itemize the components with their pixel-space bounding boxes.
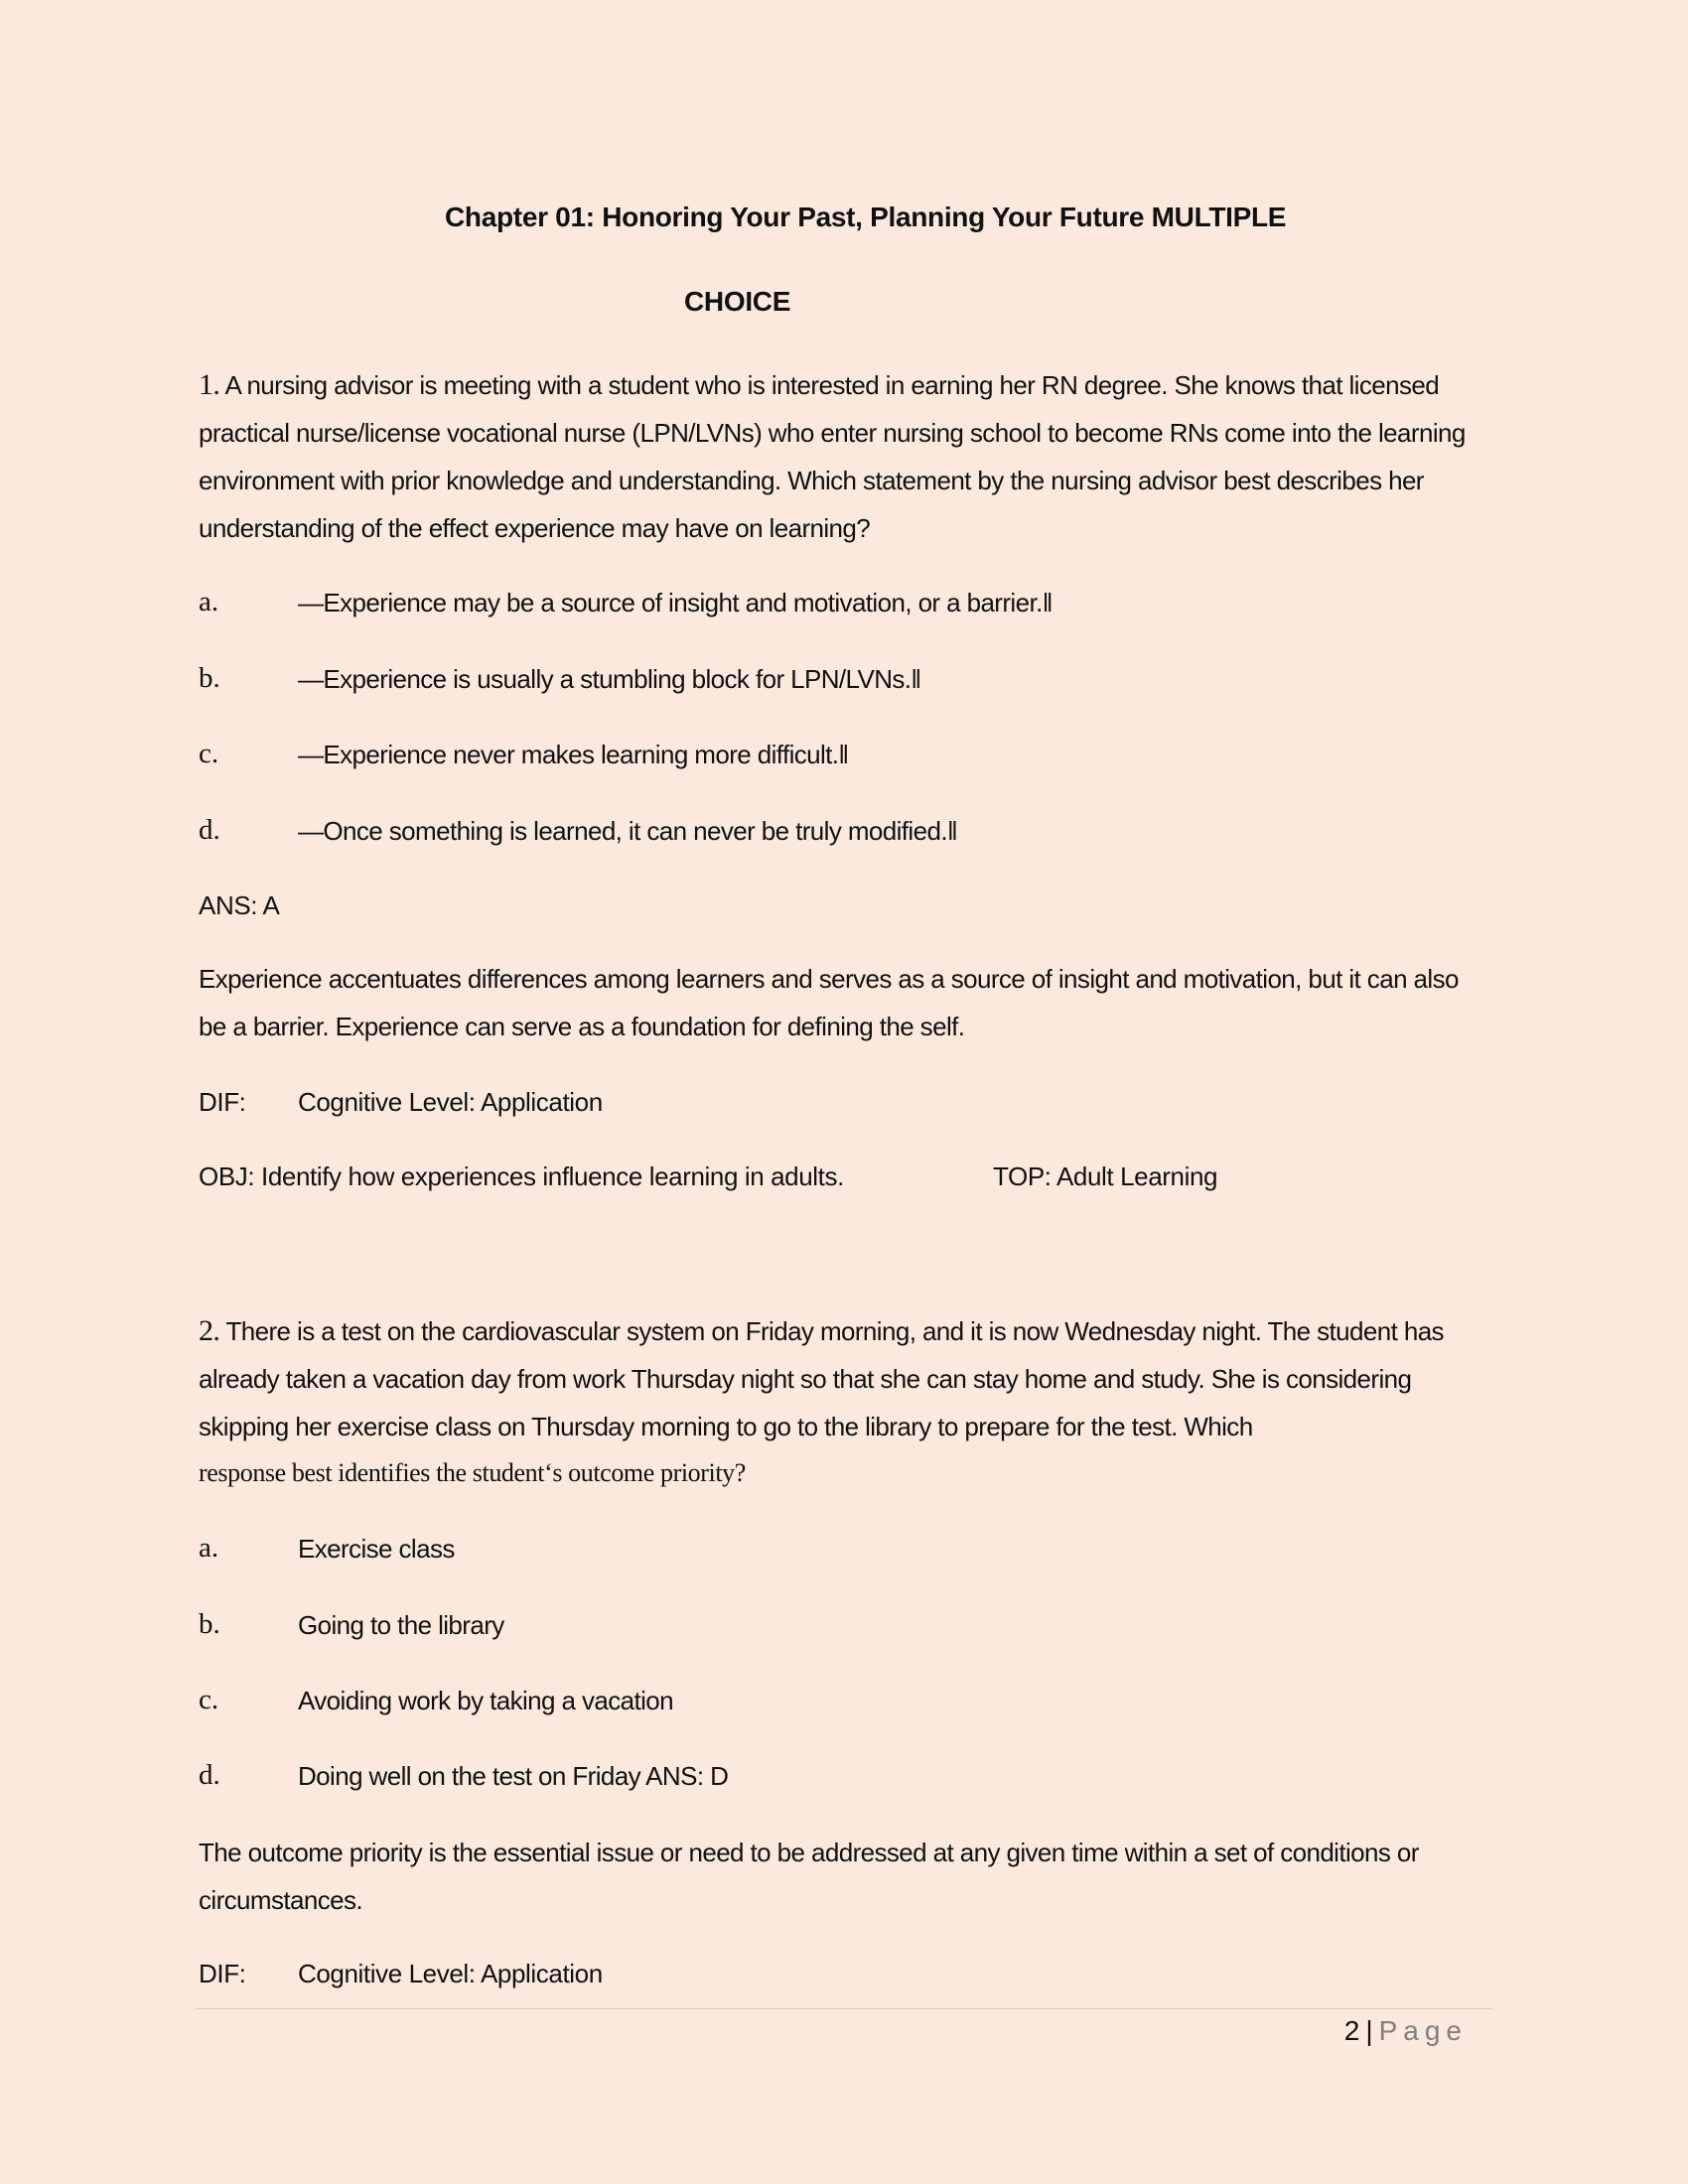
page-separator: |	[1365, 2015, 1373, 2046]
q1-option-c-text: —Experience never makes learning more difficult.‖	[298, 740, 849, 769]
q2-option-a-text: Exercise class	[298, 1534, 455, 1564]
q2-option-d-text: Doing well on the test on Friday ANS: D	[298, 1761, 729, 1791]
question-1-number: 1.	[199, 368, 220, 401]
q1-option-a-text: —Experience may be a source of insight and motivation, or a barrier.‖	[298, 588, 1053, 617]
q2-dif-label: DIF:	[199, 1959, 246, 1988]
q1-answer: ANS: A	[199, 890, 280, 920]
q1-option-a-letter: a.	[199, 586, 219, 617]
question-2-text: There is a test on the cardiovascular system on Friday morning, and it is now Wednesday night. The student has already taken a vacation day from work Thursday night so that she can stay home and study. She is considering skipping her exercise class on Thursday morning to go to the library to prepare for the test. Which	[199, 1316, 1444, 1441]
q2-option-d-letter: d.	[199, 1759, 220, 1791]
q2-option-b-letter: b.	[199, 1608, 220, 1640]
q1-rationale: Experience accentuates differences among learners and serves as a source of insight and motivation, but it can also be a barrier. Experience can serve as a foundation for defining the self.	[199, 964, 1459, 1041]
page-footer	[1344, 2015, 1468, 2047]
q2-option-c-text: Avoiding work by taking a vacation	[298, 1686, 674, 1715]
q1-objective: OBJ: Identify how experiences influence learning in adults.	[199, 1161, 844, 1191]
page-label: Page	[1378, 2015, 1468, 2046]
q2-dif-value: Cognitive Level: Application	[298, 1959, 603, 1988]
footer-divider	[196, 2008, 1492, 2009]
question-1-text: A nursing advisor is meeting with a student who is interested in earning her RN degree. She knows that licensed practical nurse/license vocational nurse (LPN/LVNs) who enter nursing school to become RNs come into the learning environment with prior knowledge and understanding. Which statement by the nursing advisor best describes her understanding of the effect experience may have on learning?	[199, 370, 1466, 543]
question-1-stem	[199, 361, 1489, 552]
page-number: 2	[1343, 2015, 1360, 2046]
q1-option-d-letter: d.	[199, 814, 220, 846]
q1-dif-label: DIF:	[199, 1087, 246, 1117]
question-2-number: 2.	[199, 1314, 220, 1347]
q1-option-d-text: —Once something is learned, it can never be truly modified.‖	[298, 816, 958, 846]
question-2-text-last-line: response best identifies the student‘s outcome priority?	[199, 1458, 746, 1487]
q1-option-b-text: —Experience is usually a stumbling block for LPN/LVNs.‖	[298, 664, 921, 694]
q2-option-a-letter: a.	[199, 1532, 219, 1564]
q1-dif-value: Cognitive Level: Application	[298, 1087, 603, 1117]
q1-option-c-letter: c.	[199, 738, 219, 769]
q1-option-b-letter: b.	[199, 662, 220, 694]
q2-option-b-text: Going to the library	[298, 1610, 504, 1640]
question-2-stem	[199, 1307, 1489, 1450]
chapter-title-line2: CHOICE	[684, 286, 791, 317]
q2-rationale: The outcome priority is the essential issue or need to be addressed at any given time within a set of conditions or circumstances.	[199, 1838, 1419, 1915]
q2-option-c-letter: c.	[199, 1684, 219, 1715]
q1-topic: TOP: Adult Learning	[993, 1161, 1218, 1191]
chapter-title-line1: Chapter 01: Honoring Your Past, Planning Your Future MULTIPLE	[445, 202, 1287, 232]
